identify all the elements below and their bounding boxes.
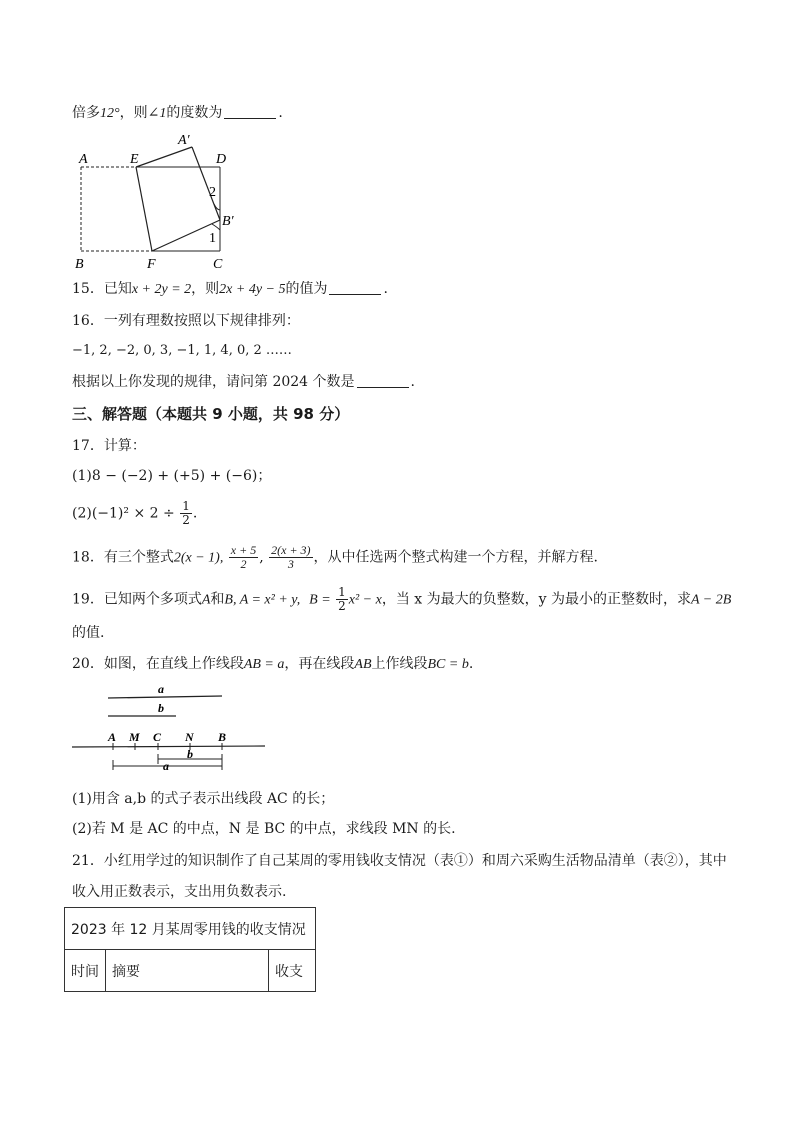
fraction-x-plus-5-over-2: $\frac{x + 5}{2}$ [230, 543, 257, 571]
fraction-2x-plus-3-over-3: $\frac{2(x + 3)}{3}$ [271, 543, 311, 571]
segment-construction-figure [70, 680, 270, 780]
label-1: 1 [209, 231, 216, 246]
table-title-row [65, 908, 316, 950]
point-N-label: N [185, 730, 194, 744]
question-19: 19．已知两个多项式A和B, A = x² + y, B = $\frac{1}{2}$ x² − x，当 x 为最大的负整数，y 为最小的正整数时，求A − 2B [72, 585, 732, 613]
point-A-label: A [108, 730, 117, 744]
edge-EAprime [136, 147, 192, 167]
fold-EF [136, 167, 152, 251]
question-21-line1: 21．小红用学过的知识制作了自己某周的零用钱收支情况（表①）和周六采购生活物品清单（表②），其中 [72, 853, 727, 869]
question-19-line2: 的值. [72, 625, 105, 641]
table-title: 2023 年 12 月某周零用钱的收支情况 [65, 908, 316, 950]
label-2: 2 [209, 185, 216, 200]
answer-blank[interactable] [329, 280, 381, 295]
base-line [72, 746, 265, 747]
question-15: 15．已知x + 2y = 2，则2x + 4y − 5的值为 . [72, 281, 388, 297]
answer-blank[interactable] [224, 104, 276, 119]
label-B: B [75, 257, 84, 272]
label-Bprime: B′ [222, 214, 234, 229]
question-16-line1: 16．一列有理数按照以下规律排列： [72, 313, 300, 329]
table-1-allowance [64, 907, 316, 992]
answer-blank[interactable] [357, 373, 409, 388]
header-amount: 收支 [269, 950, 316, 992]
label-C: C [213, 257, 223, 272]
label-F: F [147, 257, 156, 272]
segment-b-label: b [158, 701, 164, 715]
fraction-one-half: $\frac{1}{2}$ [338, 585, 346, 613]
question-17-part1: (1)8 − (−2) + (+5) + (−6)； [72, 468, 272, 484]
section-3-heading: 三、解答题（本题共 9 小题，共 98 分） [72, 405, 350, 423]
label-A: A [79, 152, 88, 167]
folded-rectangle-figure [70, 130, 250, 272]
label-E: E [130, 152, 139, 167]
angle-1-arc [212, 224, 220, 230]
question-21-line2: 收入用正数表示，支出用负数表示. [72, 884, 287, 900]
segment-a-label: a [158, 682, 164, 696]
header-summary: 摘要 [106, 950, 269, 992]
label-D: D [216, 152, 227, 167]
question-20-part1: (1)用含 a,b 的式子表示出线段 AC 的长； [72, 791, 335, 807]
question-18: 18．有三个整式2(x − 1), $\frac{x + 5}{2}$ , $\frac{2(x + 3)}{3}$ ，从中任选两个整式构建一个方程，并解方程. [72, 543, 598, 571]
header-time: 时间 [65, 950, 106, 992]
question-16-sequence: −1, 2, −2, 0, 3, −1, 1, 4, 0, 2 …… [72, 343, 292, 358]
q14-tail-line: 倍多12°，则∠1的度数为 . [72, 105, 283, 121]
label-Aprime: A′ [178, 133, 190, 148]
table-header-row [65, 950, 316, 992]
point-B-label: B [218, 730, 227, 744]
fraction-one-half: $\frac{1}{2}$ [182, 499, 190, 527]
brace-a-label: a [163, 759, 169, 773]
point-M-label: M [129, 730, 140, 744]
point-C-label: C [153, 730, 162, 744]
question-20-part2: (2)若 M 是 AC 的中点，N 是 BC 的中点，求线段 MN 的长. [72, 821, 456, 837]
question-16-line3: 根据以上你发现的规律，请问第 2024 个数是 . [72, 374, 415, 390]
question-17-title: 17．计算： [72, 438, 146, 454]
brace-b-label: b [187, 747, 193, 761]
segment-a [108, 696, 222, 698]
question-20: 20．如图，在直线上作线段AB = a，再在线段AB上作线段BC = b. [72, 656, 474, 672]
question-17-part2: (2)(−1)² × 2 ÷ $\frac{1}{2}$ . [72, 499, 198, 527]
